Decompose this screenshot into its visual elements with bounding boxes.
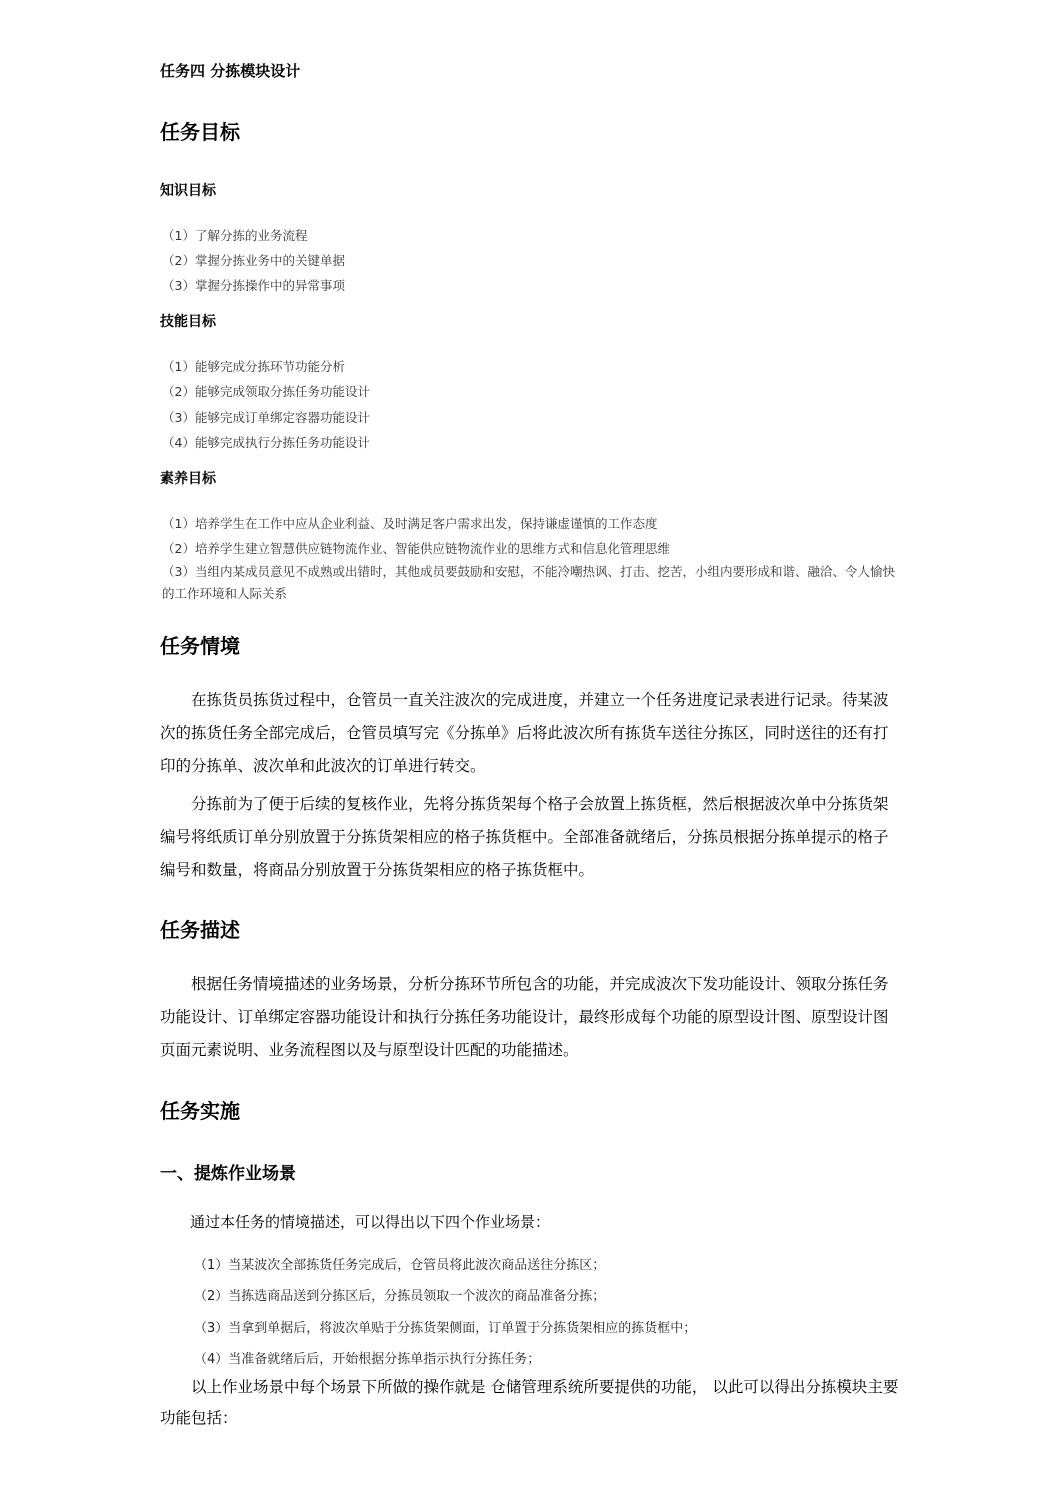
document-title: 任务四 分拣模块设计 (160, 62, 301, 80)
knowledge-goal-item: （3）掌握分拣操作中的异常事项 (162, 278, 345, 293)
scene-item: （3）当拿到单据后，将波次单贴于分拣货架侧面，订单置于分拣货架相应的拣货框中； (194, 1321, 697, 1336)
situation-heading: 任务情境 (160, 634, 240, 658)
quality-goal-item: （3）当组内某成员意见不成熟或出错时，其他成员要鼓励和安慰，不能冷嘲热讽、打击、挖苦，小组内要形成和谐、融洽、令人愉快的工作环境和人际关系 (162, 564, 895, 601)
scene-item: （2）当拣选商品送到分拣区后，分拣员领取一个波次的商品准备分拣； (194, 1289, 606, 1304)
skill-goals-title: 技能目标 (160, 314, 216, 330)
description-paragraph: 根据任务情境描述的业务场景，分析分拣环节所包含的功能，并完成波次下发功能设计、领取分拣任务功能设计、订单绑定容器功能设计和执行分拣任务功能设计，最终形成每个功能的原型设计图、原型设计图页面元素说明、业务流程图以及与原型设计匹配的功能描述。 (160, 975, 889, 1059)
skill-goal-item: （2）能够完成领取分拣任务功能设计 (162, 384, 370, 399)
scene-item: （4）当准备就绪后后，开始根据分拣单指示执行分拣任务； (194, 1352, 541, 1367)
situation-paragraph: 在拣货员拣货过程中，仓管员一直关注波次的完成进度，并建立一个任务进度记录表进行记录。待某波次的拣货任务全部完成后，仓管员填写完《分拣单》后将此波次所有拣货车送往分拣区，同时送往的还有打印的分拣单、波次单和此波次的订单进行转交。 (160, 691, 889, 775)
section-intro: 通过本任务的情境描述，可以得出以下四个作业场景： (190, 1213, 551, 1231)
skill-goal-item: （4）能够完成执行分拣任务功能设计 (162, 435, 370, 450)
knowledge-goal-item: （1）了解分拣的业务流程 (162, 228, 308, 243)
implementation-heading: 任务实施 (160, 1099, 240, 1123)
quality-goal-item: （2）培养学生建立智慧供应链物流作业、智能供应链物流作业的思维方式和信息化管理思维 (162, 541, 670, 556)
quality-goals-title: 素养目标 (160, 471, 216, 487)
quality-goal-item: （1）培养学生在工作中应从企业利益、及时满足客户需求出发，保持谦虚谨慎的工作态度 (162, 516, 658, 531)
summary-paragraph: 以上作业场景中每个场景下所做的操作就是 仓储管理系统所要提供的功能， 以此可以得出分拣模块主要功能包括： (160, 1378, 899, 1427)
knowledge-goal-item: （2）掌握分拣业务中的关键单据 (162, 253, 345, 268)
situation-paragraph: 分拣前为了便于后续的复核作业，先将分拣货架每个格子会放置上拣货框，然后根据波次单中分拣货架编号将纸质订单分别放置于分拣货架相应的格子拣货框中。全部准备就绪后，分拣员根据分拣单提示的格子编号和数量，将商品分别放置于分拣货架相应的格子拣货框中。 (160, 795, 889, 879)
skill-goal-item: （1）能够完成分拣环节功能分析 (162, 359, 345, 374)
skill-goal-item: （3）能够完成订单绑定容器功能设计 (162, 410, 370, 425)
goals-heading: 任务目标 (160, 120, 240, 144)
knowledge-goals-title: 知识目标 (160, 183, 216, 199)
description-heading: 任务描述 (160, 918, 240, 942)
scene-item: （1）当某波次全部拣货任务完成后，仓管员将此波次商品送往分拣区； (194, 1258, 606, 1273)
section-title: 一、提炼作业场景 (160, 1164, 296, 1184)
